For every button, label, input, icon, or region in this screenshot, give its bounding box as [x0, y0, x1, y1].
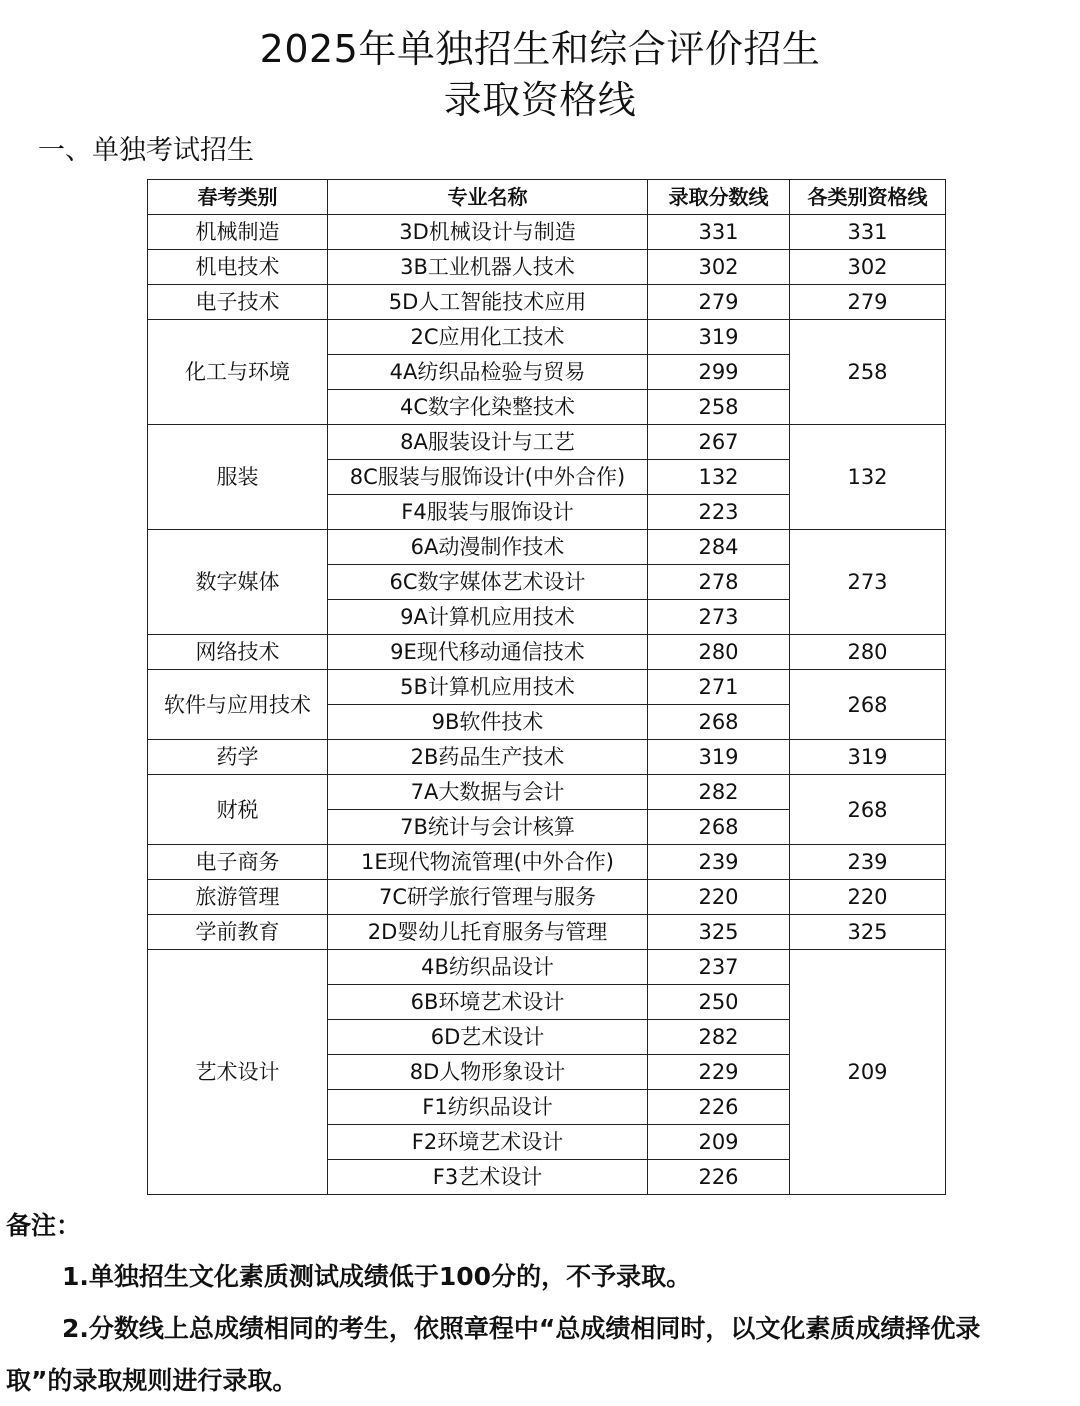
table-row: [148, 880, 946, 915]
notes-title: 备注：: [6, 1211, 82, 1240]
admission-score-cell: 278: [648, 565, 790, 600]
admission-score-cell: 299: [648, 355, 790, 390]
note-2-line-2: 取”的录取规则进行录取。: [6, 1366, 298, 1395]
page-title-line1: 2025年单独招生和综合评价招生: [259, 27, 821, 71]
admission-score-cell: 229: [648, 1055, 790, 1090]
admission-score-cell: 282: [648, 1020, 790, 1055]
admission-score-table: [147, 179, 946, 1195]
category-cell: 数字媒体: [148, 530, 328, 635]
admission-score-cell: 132: [648, 460, 790, 495]
major-name-cell: 2C应用化工技术: [328, 320, 648, 355]
major-name-cell: 7C研学旅行管理与服务: [328, 880, 648, 915]
admission-score-cell: 237: [648, 950, 790, 985]
admission-score-cell: 220: [648, 880, 790, 915]
admission-score-cell: 226: [648, 1160, 790, 1195]
category-cell: 服装: [148, 425, 328, 530]
major-name-cell: 3B工业机器人技术: [328, 250, 648, 285]
admission-score-cell: 268: [648, 705, 790, 740]
major-name-cell: F2环境艺术设计: [328, 1125, 648, 1160]
table-row: [148, 285, 946, 320]
header-score: 录取分数线: [648, 180, 790, 215]
category-cell: 旅游管理: [148, 880, 328, 915]
qualification-cell: 280: [790, 635, 946, 670]
qualification-cell: 302: [790, 250, 946, 285]
admission-score-cell: 250: [648, 985, 790, 1020]
major-name-cell: 7A大数据与会计: [328, 775, 648, 810]
admission-score-cell: 209: [648, 1125, 790, 1160]
admission-score-cell: 226: [648, 1090, 790, 1125]
qualification-cell: 209: [790, 950, 946, 1195]
category-cell: 机械制造: [148, 215, 328, 250]
header-qualification: 各类别资格线: [790, 180, 946, 215]
page-title-line2: 录取资格线: [443, 78, 637, 122]
major-name-cell: 5D人工智能技术应用: [328, 285, 648, 320]
major-name-cell: 5B计算机应用技术: [328, 670, 648, 705]
major-name-cell: 8A服装设计与工艺: [328, 425, 648, 460]
table-body: [148, 215, 946, 1195]
header-category: 春考类别: [148, 180, 328, 215]
major-name-cell: 6A动漫制作技术: [328, 530, 648, 565]
admission-score-cell: 280: [648, 635, 790, 670]
category-cell: 机电技术: [148, 250, 328, 285]
admission-score-cell: 319: [648, 740, 790, 775]
category-cell: 电子商务: [148, 845, 328, 880]
admission-score-cell: 268: [648, 810, 790, 845]
qualification-cell: 331: [790, 215, 946, 250]
admission-score-cell: 282: [648, 775, 790, 810]
qualification-cell: 325: [790, 915, 946, 950]
major-name-cell: 3D机械设计与制造: [328, 215, 648, 250]
qualification-cell: 132: [790, 425, 946, 530]
section-heading: 一、单独考试招生: [38, 135, 254, 166]
admission-score-cell: 223: [648, 495, 790, 530]
admission-score-cell: 239: [648, 845, 790, 880]
admission-score-cell: 284: [648, 530, 790, 565]
qualification-cell: 220: [790, 880, 946, 915]
table-header-row: [148, 180, 946, 215]
qualification-cell: 258: [790, 320, 946, 425]
admission-score-cell: 279: [648, 285, 790, 320]
table-row: [148, 635, 946, 670]
table-row: [148, 670, 946, 705]
note-2-line-1: 2.分数线上总成绩相同的考生，依照章程中“总成绩相同时，以文化素质成绩择优录: [62, 1314, 981, 1343]
qualification-cell: 239: [790, 845, 946, 880]
major-name-cell: F3艺术设计: [328, 1160, 648, 1195]
category-cell: 化工与环境: [148, 320, 328, 425]
table-row: [148, 775, 946, 810]
major-name-cell: 4B纺织品设计: [328, 950, 648, 985]
table-row: [148, 215, 946, 250]
admission-score-cell: 267: [648, 425, 790, 460]
major-name-cell: 4C数字化染整技术: [328, 390, 648, 425]
admission-score-cell: 258: [648, 390, 790, 425]
category-cell: 电子技术: [148, 285, 328, 320]
major-name-cell: 9B软件技术: [328, 705, 648, 740]
qualification-cell: 279: [790, 285, 946, 320]
table-row: [148, 425, 946, 460]
admission-score-cell: 319: [648, 320, 790, 355]
admission-score-cell: 302: [648, 250, 790, 285]
table-row: [148, 250, 946, 285]
major-name-cell: F1纺织品设计: [328, 1090, 648, 1125]
admission-score-cell: 331: [648, 215, 790, 250]
table-row: [148, 915, 946, 950]
qualification-cell: 268: [790, 670, 946, 740]
major-name-cell: 2D婴幼儿托育服务与管理: [328, 915, 648, 950]
major-name-cell: 6C数字媒体艺术设计: [328, 565, 648, 600]
major-name-cell: 4A纺织品检验与贸易: [328, 355, 648, 390]
category-cell: 艺术设计: [148, 950, 328, 1195]
category-cell: 财税: [148, 775, 328, 845]
major-name-cell: F4服装与服饰设计: [328, 495, 648, 530]
admission-score-cell: 273: [648, 600, 790, 635]
category-cell: 软件与应用技术: [148, 670, 328, 740]
qualification-cell: 273: [790, 530, 946, 635]
category-cell: 网络技术: [148, 635, 328, 670]
major-name-cell: 1E现代物流管理(中外合作): [328, 845, 648, 880]
major-name-cell: 2B药品生产技术: [328, 740, 648, 775]
major-name-cell: 8D人物形象设计: [328, 1055, 648, 1090]
table-row: [148, 530, 946, 565]
category-cell: 学前教育: [148, 915, 328, 950]
note-1: 1.单独招生文化素质测试成绩低于100分的，不予录取。: [62, 1262, 692, 1291]
major-name-cell: 9E现代移动通信技术: [328, 635, 648, 670]
table-row: [148, 740, 946, 775]
qualification-cell: 268: [790, 775, 946, 845]
major-name-cell: 7B统计与会计核算: [328, 810, 648, 845]
table-row: [148, 950, 946, 985]
major-name-cell: 6B环境艺术设计: [328, 985, 648, 1020]
admission-score-cell: 325: [648, 915, 790, 950]
admission-score-cell: 271: [648, 670, 790, 705]
major-name-cell: 9A计算机应用技术: [328, 600, 648, 635]
major-name-cell: 6D艺术设计: [328, 1020, 648, 1055]
major-name-cell: 8C服装与服饰设计(中外合作): [328, 460, 648, 495]
table-row: [148, 320, 946, 355]
header-major: 专业名称: [328, 180, 648, 215]
qualification-cell: 319: [790, 740, 946, 775]
table-row: [148, 845, 946, 880]
category-cell: 药学: [148, 740, 328, 775]
